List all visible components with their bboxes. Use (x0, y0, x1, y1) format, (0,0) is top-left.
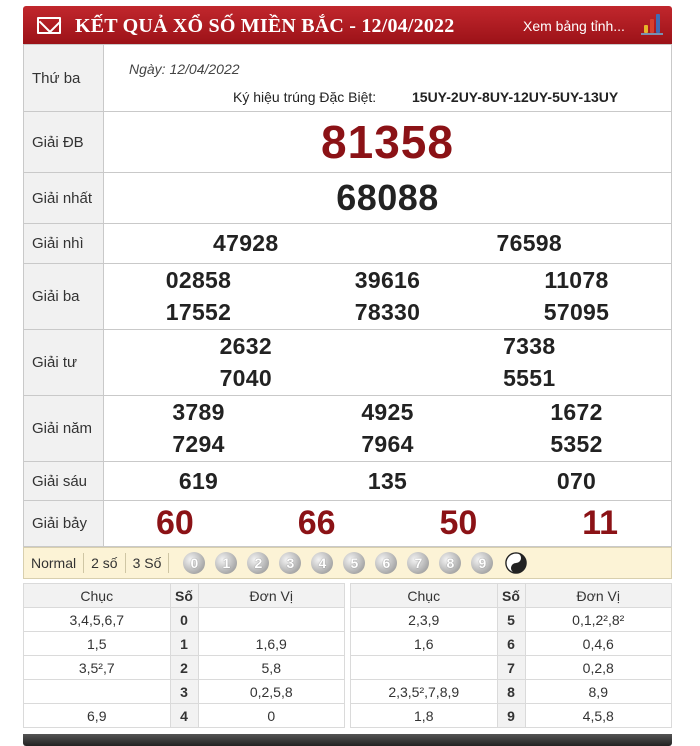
table-row (24, 656, 672, 680)
prize-ba-cell (104, 264, 672, 330)
yin-yang-icon[interactable] (505, 552, 527, 574)
loto-so: 3 (170, 680, 198, 704)
prize-label-db: Giải ĐB (24, 112, 104, 173)
draw-info (104, 45, 672, 112)
prize-number: 60 (155, 504, 194, 542)
number-filter-bar (23, 547, 672, 579)
loto-so: 8 (497, 680, 525, 704)
loto-chuc: 1,5 (24, 632, 171, 656)
filter-2-digits-button[interactable]: 2 số (84, 553, 125, 573)
loto-chuc: 6,9 (24, 704, 171, 728)
prize-nhat-number: 68088 (104, 173, 672, 224)
special-code-label: Ký hiệu trúng Đặc Biệt: (233, 89, 377, 105)
loto-donvi: 5,8 (198, 656, 345, 680)
prize-number: 7964 (361, 431, 414, 457)
loto-so: 0 (170, 608, 198, 632)
prize-number: 11 (582, 504, 619, 542)
digit-ball-3[interactable]: 3 (279, 552, 301, 574)
loto-table-wrap (23, 579, 672, 728)
digit-highlight-balls (183, 552, 527, 574)
prize-label-nam: Giải năm (24, 396, 104, 462)
prize-nam-cell (104, 396, 672, 462)
prize-number: 3789 (172, 399, 225, 425)
prize-number: 1672 (550, 399, 603, 425)
bar-chart-icon[interactable] (641, 13, 663, 35)
filter-normal-button[interactable]: Normal (24, 553, 84, 573)
col-header-donvi: Đơn Vị (198, 584, 345, 608)
results-header (23, 6, 672, 44)
prize-number: 5352 (550, 431, 603, 457)
prize-number: 2632 (219, 333, 272, 359)
table-row (24, 608, 672, 632)
loto-chuc (351, 656, 498, 680)
digit-ball-0[interactable]: 0 (183, 552, 205, 574)
prize-number: 50 (439, 504, 478, 542)
prize-number: 7338 (503, 333, 556, 359)
loto-donvi: 1,6,9 (198, 632, 345, 656)
footer-bar (23, 734, 672, 746)
results-table (23, 44, 672, 547)
prize-number: 76598 (496, 230, 562, 256)
loto-so: 7 (497, 656, 525, 680)
prize-label-ba: Giải ba (24, 264, 104, 330)
loto-chuc (24, 680, 171, 704)
digit-ball-4[interactable]: 4 (311, 552, 333, 574)
digit-ball-6[interactable]: 6 (375, 552, 397, 574)
digit-ball-1[interactable]: 1 (215, 552, 237, 574)
prize-nhi-cell (104, 224, 672, 264)
col-header-donvi: Đơn Vị (525, 584, 672, 608)
prize-number: 070 (556, 467, 597, 494)
col-header-so: Số (170, 584, 198, 608)
prize-number: 11078 (544, 267, 609, 293)
loto-chuc: 3,5²,7 (24, 656, 171, 680)
prize-number: 619 (178, 467, 219, 494)
prize-number: 39616 (354, 267, 421, 293)
col-header-so: Số (497, 584, 525, 608)
results-title: KẾT QUẢ XỔ SỐ MIỀN BẮC - 12/04/2022 (75, 15, 455, 37)
loto-so: 6 (497, 632, 525, 656)
table-row (24, 632, 672, 656)
col-header-chuc: Chục (351, 584, 498, 608)
prize-number: 57095 (543, 299, 610, 325)
filter-3-digits-button[interactable]: 3 Số (126, 553, 170, 573)
digit-ball-7[interactable]: 7 (407, 552, 429, 574)
loto-chuc: 1,6 (351, 632, 498, 656)
prize-number: 78330 (354, 299, 421, 325)
loto-so: 2 (170, 656, 198, 680)
loto-donvi: 0,4,6 (525, 632, 672, 656)
loto-head-tail-table (23, 583, 672, 728)
prize-number: 47928 (213, 230, 279, 256)
prize-label-sau: Giải sáu (24, 462, 104, 501)
prize-number: 17552 (165, 299, 232, 325)
loto-donvi: 0,2,8 (525, 656, 672, 680)
loto-chuc: 3,4,5,6,7 (24, 608, 171, 632)
loto-so: 9 (497, 704, 525, 728)
mail-icon[interactable] (37, 17, 61, 34)
prize-number: 66 (297, 504, 336, 542)
digit-ball-8[interactable]: 8 (439, 552, 461, 574)
prize-number: 135 (367, 467, 408, 494)
col-header-chuc: Chục (24, 584, 171, 608)
prize-number: 7040 (219, 365, 272, 391)
prize-number: 7294 (172, 431, 225, 457)
prize-label-nhat: Giải nhất (24, 173, 104, 224)
loto-chuc: 2,3,5²,7,8,9 (351, 680, 498, 704)
loto-so: 4 (170, 704, 198, 728)
prize-number: 5551 (503, 365, 556, 391)
draw-date: Ngày: 12/04/2022 (129, 61, 240, 77)
day-of-week: Thứ ba (24, 45, 104, 112)
prize-label-tu: Giải tư (24, 330, 104, 396)
loto-donvi: 0,1,2²,8² (525, 608, 672, 632)
prize-sau-cell (104, 462, 672, 501)
table-row (24, 680, 672, 704)
lottery-results-widget (23, 6, 672, 742)
loto-donvi: 0 (198, 704, 345, 728)
view-province-table-link[interactable]: Xem bảng tỉnh... (523, 18, 625, 34)
loto-so: 5 (497, 608, 525, 632)
prize-number: 02858 (165, 267, 232, 293)
loto-donvi (198, 608, 345, 632)
table-row (24, 704, 672, 728)
loto-donvi: 8,9 (525, 680, 672, 704)
loto-so: 1 (170, 632, 198, 656)
loto-chuc: 1,8 (351, 704, 498, 728)
loto-donvi: 4,5,8 (525, 704, 672, 728)
prize-number: 4925 (361, 399, 414, 425)
prize-tu-cell (104, 330, 672, 396)
digit-ball-9[interactable]: 9 (471, 552, 493, 574)
prize-label-bay: Giải bảy (24, 501, 104, 547)
digit-ball-5[interactable]: 5 (343, 552, 365, 574)
prize-label-nhi: Giải nhì (24, 224, 104, 264)
special-code-value: 15UY-2UY-8UY-12UY-5UY-13UY (412, 89, 619, 105)
loto-donvi: 0,2,5,8 (198, 680, 345, 704)
prize-db-number: 81358 (104, 112, 672, 173)
digit-ball-2[interactable]: 2 (247, 552, 269, 574)
loto-chuc: 2,3,9 (351, 608, 498, 632)
prize-bay-cell (104, 501, 672, 547)
